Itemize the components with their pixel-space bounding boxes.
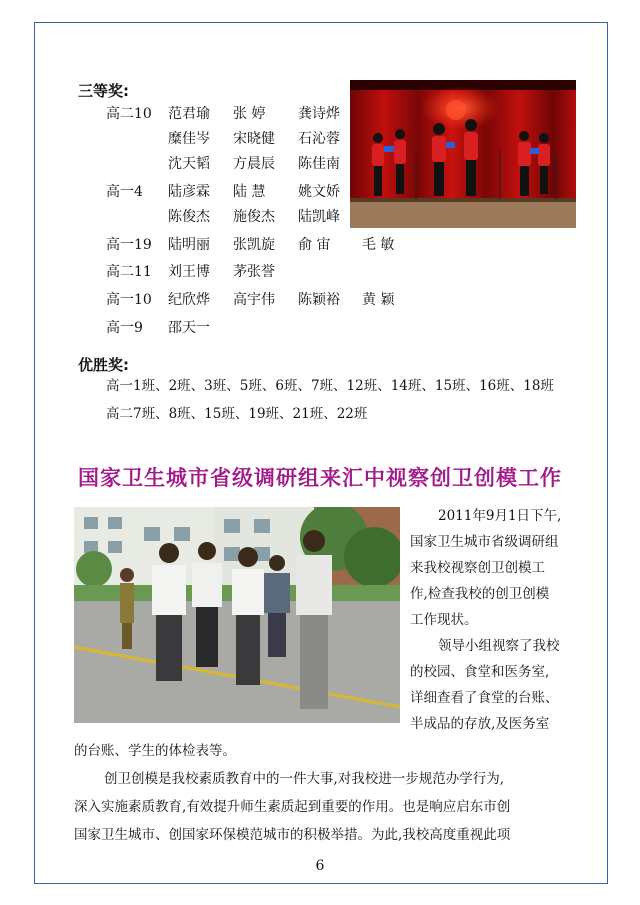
class-label: 高一10 <box>106 292 152 308</box>
student-name: 沈天韬 <box>168 156 210 172</box>
article-line: 工作现状。 <box>410 612 478 628</box>
article-line: 国家卫生城市、创国家环保模范城市的积极举措。为此,我校高度重视此项 <box>74 827 511 843</box>
third-prize-row <box>0 182 400 202</box>
inspection-group-photo <box>74 507 400 723</box>
student-name: 陈佳南 <box>298 156 340 172</box>
third-prize-row <box>0 104 400 124</box>
page-number: 6 <box>315 858 325 874</box>
student-name: 邵天一 <box>168 320 210 336</box>
student-name: 姚文娇 <box>298 184 340 200</box>
student-name: 张凯旋 <box>233 237 275 253</box>
article-line: 深入实施素质教育,有效提升师生素质起到重要的作用。也是响应启东市创 <box>74 799 511 815</box>
article-line: 国家卫生城市省级调研组 <box>410 534 559 550</box>
article-line: 作,检查我校的创卫创模 <box>410 586 550 602</box>
third-prize-row <box>0 290 400 310</box>
student-name: 宋晓健 <box>233 131 275 147</box>
third-prize-heading: 三等奖: <box>78 82 129 100</box>
student-name: 刘王博 <box>168 264 210 280</box>
third-prize-row <box>0 262 400 282</box>
student-name: 龚诗烨 <box>298 106 340 122</box>
student-name: 陆 慧 <box>233 184 266 200</box>
class-label: 高一9 <box>106 320 143 336</box>
student-name: 陆彦霖 <box>168 184 210 200</box>
class-label: 高二11 <box>106 264 152 280</box>
article-line: 创卫创模是我校素质教育中的一件大事,对我校进一步规范办学行为, <box>104 771 505 787</box>
article-line: 领导小组视察了我校 <box>438 638 560 654</box>
article-line: 详细查看了食堂的台账、 <box>410 690 559 706</box>
merit-line-2: 高二7班、8班、15班、19班、21班、22班 <box>106 406 368 422</box>
article-line: 2011年9月1日下午, <box>438 508 562 524</box>
student-name: 糜佳岑 <box>168 131 210 147</box>
student-name: 俞 宙 <box>298 237 331 253</box>
third-prize-row <box>0 129 400 149</box>
third-prize-row <box>0 154 400 174</box>
class-label: 高一4 <box>106 184 143 200</box>
student-name: 方晨辰 <box>233 156 275 172</box>
student-name: 陆凯峰 <box>298 209 340 225</box>
student-name: 范君瑜 <box>168 106 210 122</box>
student-name: 施俊杰 <box>233 209 275 225</box>
student-name: 纪欣烨 <box>168 292 210 308</box>
third-prize-row <box>0 235 400 255</box>
student-name: 石沁蓉 <box>298 131 340 147</box>
third-prize-row <box>0 318 400 338</box>
student-name: 陆明丽 <box>168 237 210 253</box>
student-name: 黄 颖 <box>362 292 395 308</box>
article-title: 国家卫生城市省级调研组来汇中视察创卫创模工作 <box>78 466 562 490</box>
class-label: 高一19 <box>106 237 152 253</box>
article-line: 来我校视察创卫创模工 <box>410 560 545 576</box>
third-prize-row <box>0 207 400 227</box>
student-name: 陈俊杰 <box>168 209 210 225</box>
merit-prize-heading: 优胜奖: <box>78 356 129 374</box>
merit-line-1: 高一1班、2班、3班、5班、6班、7班、12班、14班、15班、16班、18班 <box>106 378 554 394</box>
class-label: 高二10 <box>106 106 152 122</box>
student-name: 陈颖裕 <box>298 292 340 308</box>
student-name: 高宇伟 <box>233 292 275 308</box>
student-name: 茅张誉 <box>233 264 275 280</box>
student-name: 毛 敏 <box>362 237 395 253</box>
stage-performance-photo <box>350 80 576 228</box>
student-name: 张 婷 <box>233 106 266 122</box>
article-line: 的校园、食堂和医务室, <box>410 664 550 680</box>
article-line: 半成品的存放,及医务室 <box>410 716 550 732</box>
article-line: 的台账、学生的体检表等。 <box>74 743 236 759</box>
